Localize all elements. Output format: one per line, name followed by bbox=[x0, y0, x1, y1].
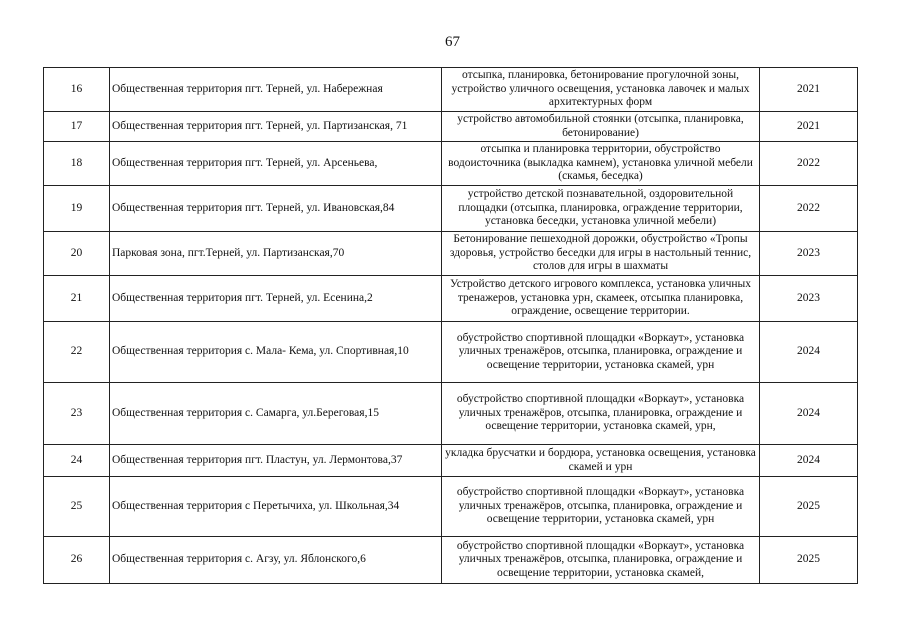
year-cell: 2024 bbox=[760, 445, 858, 477]
row-number: 25 bbox=[44, 477, 110, 537]
row-number: 26 bbox=[44, 537, 110, 584]
row-number: 21 bbox=[44, 276, 110, 322]
year-cell: 2025 bbox=[760, 477, 858, 537]
table-row bbox=[44, 142, 858, 186]
works-cell: отсыпка и планировка территории, обустройство водоисточника (выкладка камнем), установка уличной мебели (скамья, беседка) bbox=[442, 142, 760, 186]
territory-cell: Общественная территория с. Самарга, ул.Береговая,15 bbox=[110, 383, 442, 445]
territory-cell: Общественная территория пгт. Терней, ул. Ивановская,84 bbox=[110, 186, 442, 232]
year-cell: 2024 bbox=[760, 322, 858, 383]
works-cell: обустройство спортивной площадки «Воркаут», установка уличных тренажёров, отсыпка, планировка, ограждение и освещение территории, установка скамей, урн, bbox=[442, 383, 760, 445]
year-cell: 2024 bbox=[760, 383, 858, 445]
works-cell: отсыпка, планировка, бетонирование прогулочной зоны, устройство уличного освещения, установка лавочек и малых архитектурных форм bbox=[442, 68, 760, 112]
works-cell: устройство автомобильной стоянки (отсыпка, планировка, бетонирование) bbox=[442, 112, 760, 142]
works-cell: обустройство спортивной площадки «Воркаут», установка уличных тренажёров, отсыпка, планировка, ограждение и освещение территории, установка скамей, урн bbox=[442, 322, 760, 383]
year-cell: 2023 bbox=[760, 232, 858, 276]
table-row bbox=[44, 322, 858, 383]
works-cell: обустройство спортивной площадки «Воркаут», установка уличных тренажёров, отсыпка, планировка, ограждение и освещение территории, установка скамей, bbox=[442, 537, 760, 584]
row-number: 17 bbox=[44, 112, 110, 142]
table-row bbox=[44, 477, 858, 537]
works-cell: укладка брусчатки и бордюра, установка освещения, установка скамей и урн bbox=[442, 445, 760, 477]
table-row bbox=[44, 445, 858, 477]
table-row bbox=[44, 232, 858, 276]
territory-cell: Парковая зона, пгт.Терней, ул. Партизанская,70 bbox=[110, 232, 442, 276]
territory-cell: Общественная территория пгт. Терней, ул. Партизанская, 71 bbox=[110, 112, 442, 142]
territory-cell: Общественная территория пгт. Терней, ул. Есенина,2 bbox=[110, 276, 442, 322]
year-cell: 2021 bbox=[760, 68, 858, 112]
table-row bbox=[44, 68, 858, 112]
row-number: 19 bbox=[44, 186, 110, 232]
year-cell: 2023 bbox=[760, 276, 858, 322]
territory-cell: Общественная территория с. Агзу, ул. Яблонского,6 bbox=[110, 537, 442, 584]
territory-cell: Общественная территория пгт. Пластун, ул. Лермонтова,37 bbox=[110, 445, 442, 477]
territory-cell: Общественная территория с Перетычиха, ул. Школьная,34 bbox=[110, 477, 442, 537]
row-number: 23 bbox=[44, 383, 110, 445]
territory-cell: Общественная территория пгт. Терней, ул. Арсеньева, bbox=[110, 142, 442, 186]
row-number: 18 bbox=[44, 142, 110, 186]
year-cell: 2021 bbox=[760, 112, 858, 142]
year-cell: 2022 bbox=[760, 142, 858, 186]
territory-cell: Общественная территория пгт. Терней, ул. Набережная bbox=[110, 68, 442, 112]
row-number: 24 bbox=[44, 445, 110, 477]
works-cell: Устройство детского игрового комплекса, установка уличных тренажеров, установка урн, скамеек, отсыпка планировка, ограждение, освещение территории. bbox=[442, 276, 760, 322]
table-row bbox=[44, 383, 858, 445]
table-row bbox=[44, 276, 858, 322]
territories-table bbox=[43, 67, 858, 584]
territory-cell: Общественная территория с. Мала- Кема, ул. Спортивная,10 bbox=[110, 322, 442, 383]
row-number: 22 bbox=[44, 322, 110, 383]
table-row bbox=[44, 112, 858, 142]
works-cell: обустройство спортивной площадки «Воркаут», установка уличных тренажёров, отсыпка, планировка, ограждение и освещение территории, установка скамей, урн bbox=[442, 477, 760, 537]
works-cell: устройство детской познавательной, оздоровительной площадки (отсыпка, планировка, ограждение территории, установка беседки, установка уличной мебели) bbox=[442, 186, 760, 232]
page-number: 67 bbox=[445, 34, 460, 50]
row-number: 20 bbox=[44, 232, 110, 276]
table-row bbox=[44, 186, 858, 232]
works-cell: Бетонирование пешеходной дорожки, обустройство «Тропы здоровья, устройство беседки для игры в настольный теннис, столов для игры в шахматы bbox=[442, 232, 760, 276]
year-cell: 2022 bbox=[760, 186, 858, 232]
table-row bbox=[44, 537, 858, 584]
year-cell: 2025 bbox=[760, 537, 858, 584]
row-number: 16 bbox=[44, 68, 110, 112]
